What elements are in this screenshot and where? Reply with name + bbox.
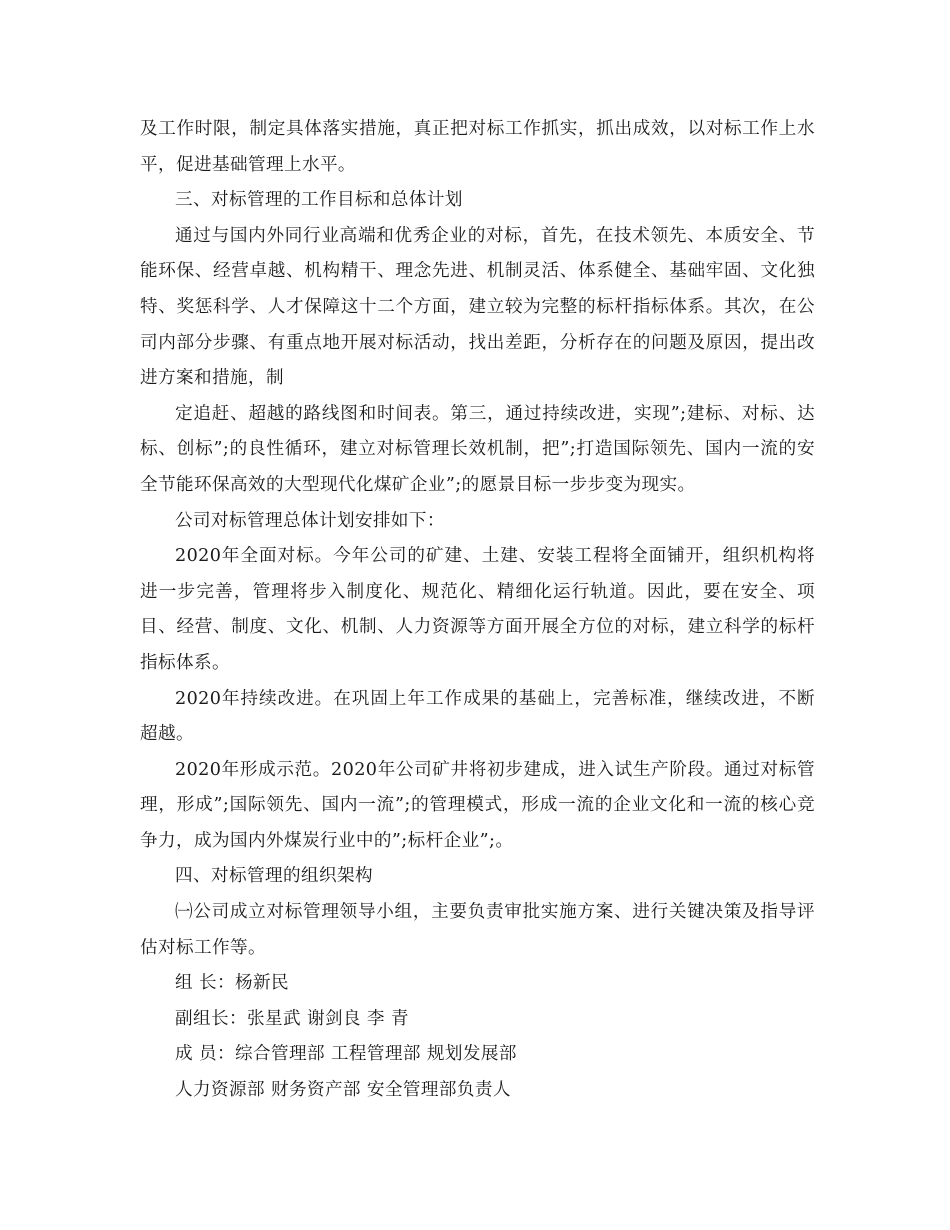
- paragraph-benchmark-system: 通过与国内外同行业高端和优秀企业的对标，首先，在技术领先、本质安全、节能环保、经营卓越、机构精干、理念先进、机制灵活、体系健全、基础牢固、文化独特、奖惩科学、人才保障这十二个方面，建立较为完整的标杆指标体系。其次，在公司内部分步骤、有重点地开展对标活动，找出差距，分析存在的问题及原因，提出改进方案和措施，制: [140, 225, 815, 389]
- line-members: 成 员：综合管理部 工程管理部 规划发展部: [175, 1044, 517, 1065]
- line-group-leader: 组 长：杨新民: [175, 973, 289, 994]
- document-body: [140, 112, 815, 1109]
- line-members-continued: 人力资源部 财务资产部 安全管理部负责人: [175, 1080, 511, 1101]
- paragraph-plan-demonstration: 2020年形成示范。2020年公司矿井将初步建成，进入试生产阶段。通过对标管理，形成”;国际领先、国内一流”;的管理模式，形成一流的企业文化和一流的核心竞争力，成为国内外煤炭行业中的”;标杆企业”;。: [140, 759, 815, 851]
- line-deputy-leaders: 副组长：张星武 谢剑良 李 青: [175, 1008, 409, 1029]
- section-heading-organization: 四、对标管理的组织架构: [175, 866, 373, 887]
- paragraph-work-deadline: 及工作时限，制定具体落实措施，真正把对标工作抓实，抓出成效，以对标工作上水平，促进基础管理上水平。: [140, 119, 815, 175]
- paragraph-roadmap: 定追赶、超越的路线图和时间表。第三，通过持续改进，实现”;建标、对标、达标、创标”;的良性循环，建立对标管理长效机制，把”;打造国际领先、国内一流的安全节能环保高效的大型现代化煤矿企业”;的愿景目标一步步变为现实。: [140, 403, 815, 495]
- section-heading-goals-plan: 三、对标管理的工作目标和总体计划: [175, 190, 463, 211]
- paragraph-plan-full-benchmark: 2020年全面对标。今年公司的矿建、土建、安装工程将全面铺开，组织机构将进一步完善，管理将步入制度化、规范化、精细化运行轨道。因此，要在安全、项目、经营、制度、文化、机制、人力资源等方面开展全方位的对标，建立科学的标杆指标体系。: [140, 546, 815, 673]
- paragraph-plan-continuous-improvement: 2020年持续改进。在巩固上年工作成果的基础上，完善标准，继续改进，不断超越。: [140, 688, 815, 745]
- paragraph-leading-group: ㈠公司成立对标管理领导小组，主要负责审批实施方案、进行关键决策及指导评估对标工作等。: [140, 902, 815, 958]
- paragraph-plan-intro: 公司对标管理总体计划安排如下：: [175, 510, 445, 531]
